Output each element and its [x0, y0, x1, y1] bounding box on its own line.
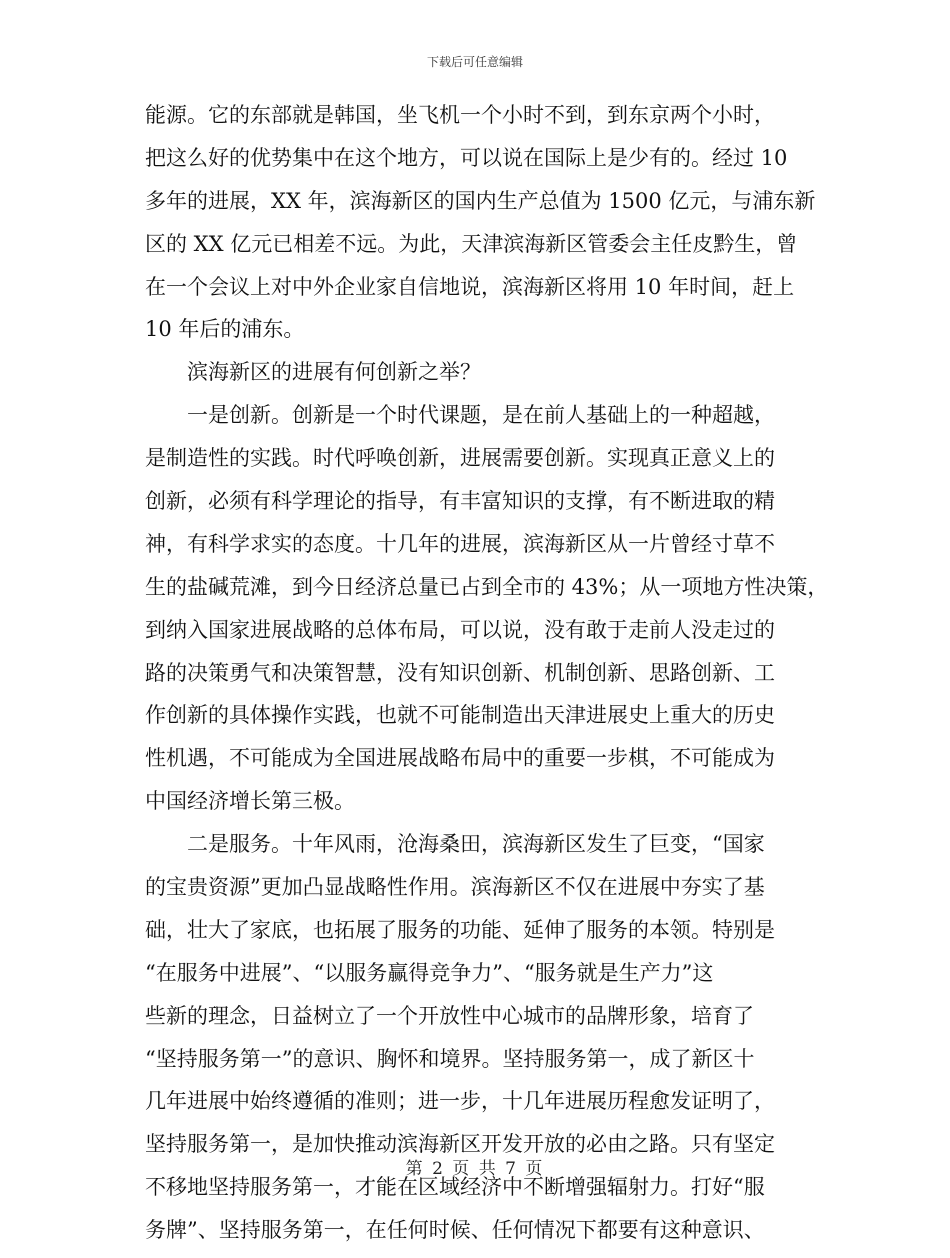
text-line: 作创新的具体操作实践，也就不可能制造出天津进展史上重大的历史	[145, 703, 775, 728]
text-line: 在一个会议上对中外企业家自信地说，滨海新区将用 10 年时间，赶上	[145, 274, 795, 299]
text-line: 路的决策勇气和决策智慧，没有知识创新、机制创新、思路创新、工	[145, 660, 775, 685]
text-line: 性机遇，不可能成为全国进展战略布局中的重要一步棋，不可能成为	[145, 746, 775, 771]
text-line: “坚持服务第一”的意识、胸怀和境界。坚持服务第一，成了新区十	[145, 1046, 755, 1071]
text-line: 中国经济增长第三极。	[145, 789, 355, 814]
text-line: 坚持服务第一，是加快推动滨海新区开发开放的必由之路。只有坚定	[145, 1132, 775, 1157]
text-line: 10 年后的浦东。	[145, 317, 305, 342]
text-line: 的宝贵资源”更加凸显战略性作用。滨海新区不仅在进展中夯实了基	[145, 875, 765, 900]
page-footer: 第 2 页 共 7 页	[405, 1159, 545, 1179]
text-line: 础，壮大了家底，也拓展了服务的功能、延伸了服务的本领。特别是	[145, 917, 775, 942]
text-line: 生的盐碱荒滩，到今日经济总量已占到全市的 43%；从一项地方性决策，	[145, 574, 829, 599]
text-line: 些新的理念，日益树立了一个开放性中心城市的品牌形象，培育了	[145, 1003, 754, 1028]
text-line: 二是服务。十年风雨，沧海桑田，滨海新区发生了巨变，“国家	[187, 832, 765, 857]
text-line: 多年的进展，XX 年，滨海新区的国内生产总值为 1500 亿元，与浦东新	[145, 188, 816, 213]
text-line: 创新，必须有科学理论的指导，有丰富知识的支撑，有不断进取的精	[145, 489, 775, 514]
document-body	[145, 100, 829, 1258]
text-line: 神，有科学求实的态度。十几年的进展，滨海新区从一片曾经寸草不	[145, 531, 775, 556]
text-line: “在服务中进展”、“以服务赢得竞争力”、“服务就是生产力”这	[145, 960, 714, 985]
text-line: 把这么好的优势集中在这个地方，可以说在国际上是少有的。经过 10	[145, 145, 788, 170]
text-line: 务牌”、坚持服务第一，在任何时候、任何情况下都要有这种意识、	[145, 1218, 765, 1243]
text-line: 滨海新区的进展有何创新之举？	[187, 360, 481, 385]
text-line: 几年进展中始终遵循的准则；进一步，十几年进展历程愈发证明了，	[145, 1089, 775, 1114]
text-line: 是制造性的实践。时代呼唤创新，进展需要创新。实现真正意义上的	[145, 446, 775, 471]
text-line: 区的 XX 亿元已相差不远。为此，天津滨海新区管委会主任皮黔生，曾	[145, 231, 798, 256]
text-line: 一是创新。创新是一个时代课题，是在前人基础上的一种超越，	[187, 403, 775, 428]
text-line: 不移地坚持服务第一，才能在区域经济中不断增强辐射力。打好“服	[145, 1175, 765, 1200]
text-line: 能源。它的东部就是韩国，坐飞机一个小时不到，到东京两个小时，	[145, 103, 775, 127]
header-note: 下载后可任意编辑	[426, 55, 523, 69]
text-line: 到纳入国家进展战略的总体布局，可以说，没有敢于走前人没走过的	[145, 617, 775, 642]
